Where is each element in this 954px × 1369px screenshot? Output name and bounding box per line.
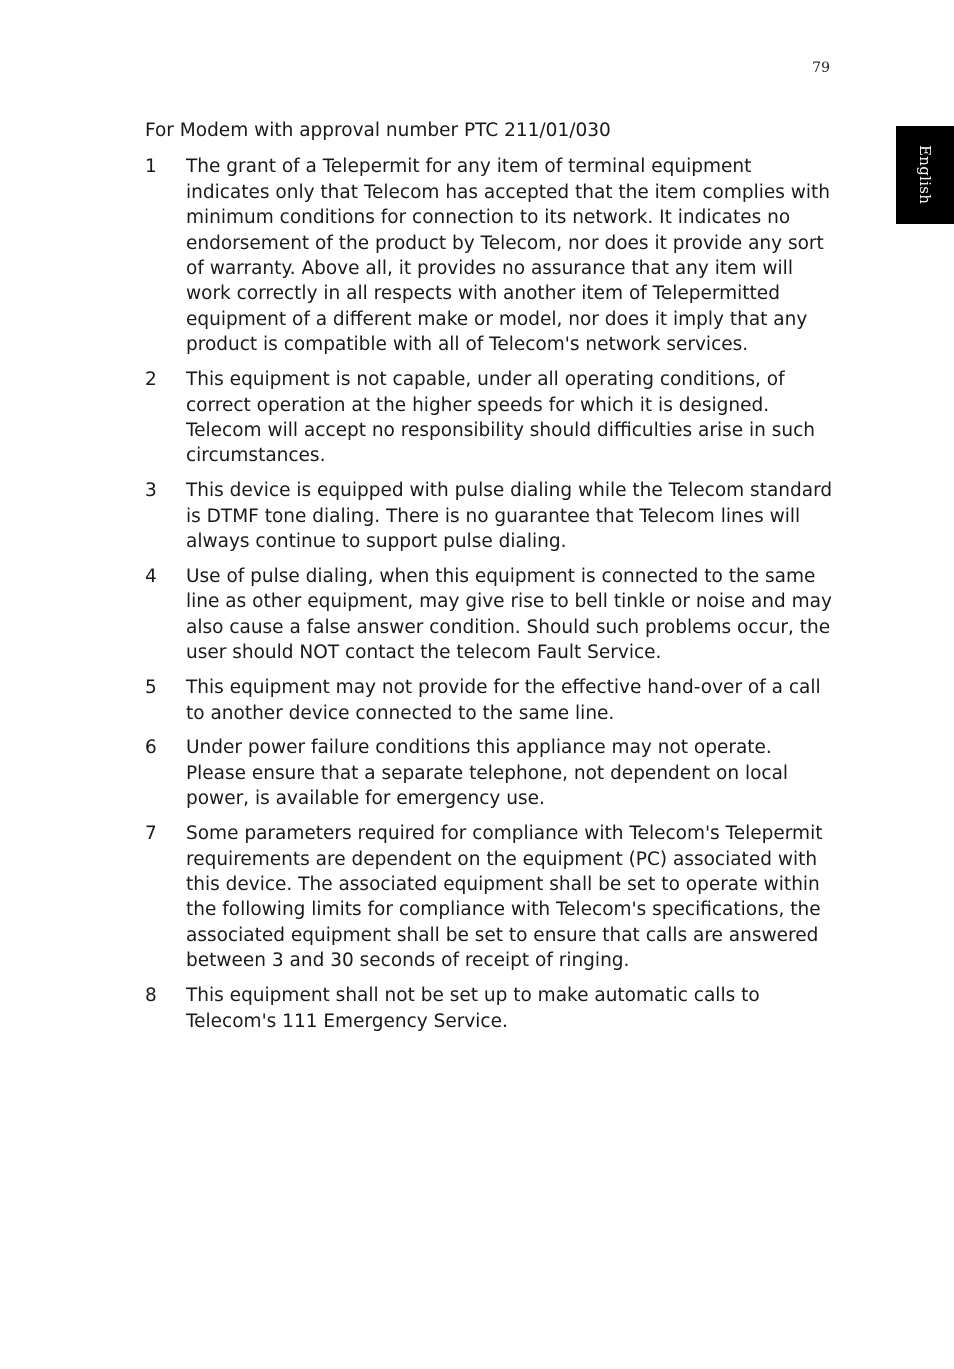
clause-number: 4 (145, 566, 157, 587)
clause-number: 7 (145, 823, 157, 845)
list-item (145, 367, 835, 469)
clause-text: Under power failure conditions this appliance may not operate. Please ensure that a separate telephone, not dependent on local power, is available for emergency use. (186, 737, 789, 810)
clause-number: 8 (145, 985, 157, 1007)
clause-number: 5 (145, 677, 157, 699)
list-item (145, 564, 835, 666)
intro-heading: For Modem with approval number PTC 211/01/030 (145, 120, 611, 141)
clause-text: The grant of a Telepermit for any item of terminal equipment indicates only that Telecom has accepted that the item complies with minimum conditions for connection to its network. It indicates no endorsement of the product by Telecom, nor does it provide any sort of warranty. Above all, it provides no assurance that any item will work correctly in all respects with another item of Telepermitted equipment of a different make or model, nor does it imply that any product is compatible with all of Telecom's network services. (186, 156, 831, 356)
list-item (145, 983, 835, 1034)
list-item (145, 735, 835, 811)
clause-number: 3 (145, 480, 157, 502)
clause-text: This equipment is not capable, under all operating conditions, of correct operation at the higher speeds for which it is designed. Telecom will accept no responsibility should difficulties arise in such circumstances. (186, 369, 816, 467)
clause-list (145, 154, 835, 1034)
clause-text: This equipment may not provide for the effective hand-over of a call to another device connected to the same line. (186, 677, 821, 724)
clause-text: Use of pulse dialing, when this equipment is connected to the same line as other equipment, may give rise to bell tinkle or noise and may also cause a false answer condition. Should such problems occur, the user should NOT contact the telecom Fault Service. (186, 566, 832, 664)
list-item (145, 478, 835, 554)
list-item (145, 821, 835, 973)
list-item (145, 675, 835, 726)
language-tab-label: English (916, 145, 934, 205)
clause-number: 2 (145, 369, 157, 391)
clause-text: This device is equipped with pulse dialing while the Telecom standard is DTMF tone dialing. There is no guarantee that Telecom lines will always continue to support pulse dialing. (186, 480, 833, 553)
clause-text: This equipment shall not be set up to make automatic calls to Telecom's 111 Emergency Service. (186, 985, 760, 1032)
clause-text: Some parameters required for compliance with Telecom's Telepermit requirements are dependent on the equipment (PC) associated with this device. The associated equipment shall be set to operate within the following limits for compliance with Telecom's specifications, the associated equipment shall be set to ensure that calls are answered between 3 and 30 seconds of receipt of ringing. (186, 823, 823, 972)
page-number: 79 (812, 60, 830, 76)
clause-number: 6 (145, 737, 157, 759)
language-tab (896, 126, 954, 224)
list-item (145, 154, 835, 357)
clause-number: 1 (145, 156, 157, 178)
document-body (145, 118, 835, 1043)
